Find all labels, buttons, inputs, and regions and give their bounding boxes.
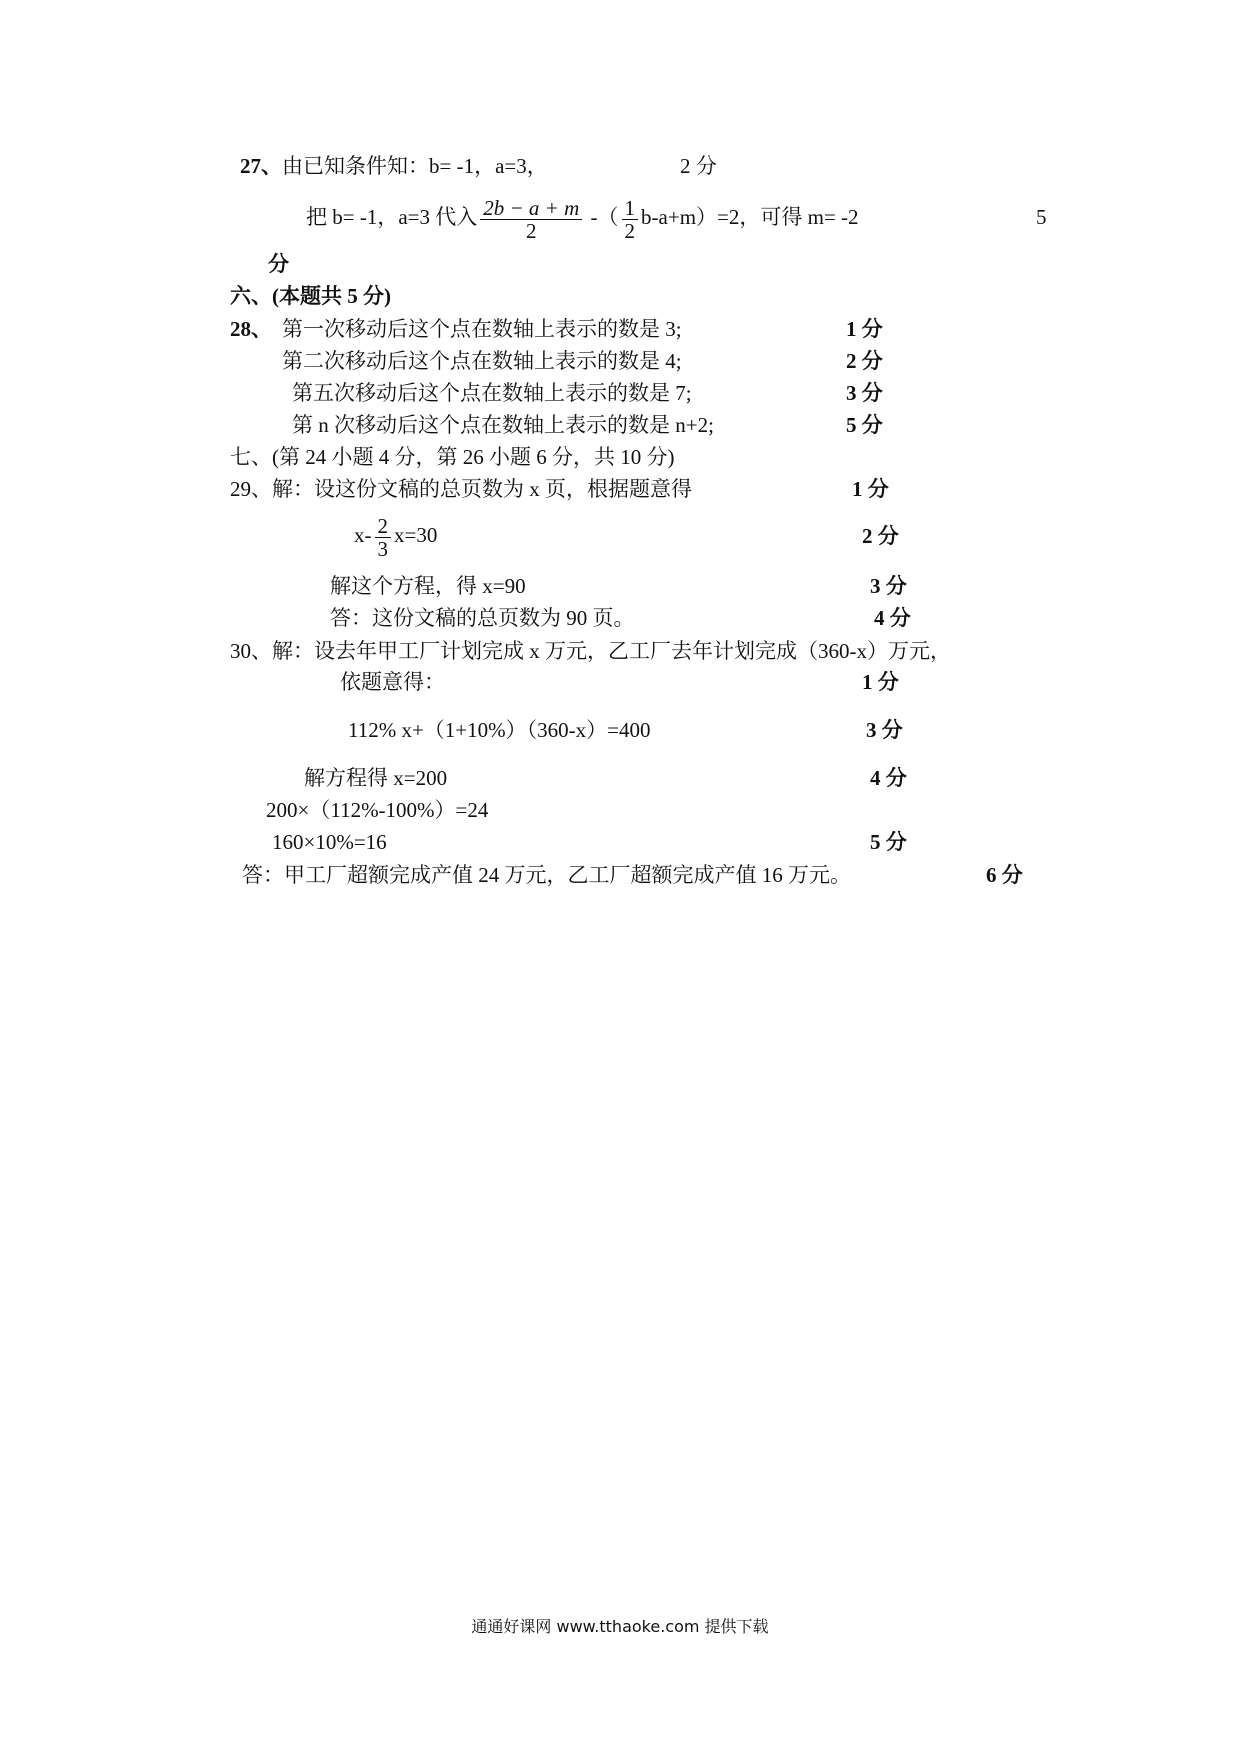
q30-score-1: 1 分 (862, 670, 899, 694)
q30-answer: 答：甲工厂超额完成产值 24 万元，乙工厂超额完成产值 16 万元。 (242, 863, 851, 887)
q28-line-1: 第一次移动后这个点在数轴上表示的数是 3; (282, 317, 682, 341)
q29-score-3: 3 分 (870, 574, 907, 598)
section-7-title: 七、(第 24 小题 4 分，第 26 小题 6 分，共 10 分) (230, 445, 675, 469)
q29-line1: 29、解：设这份文稿的总页数为 x 页，根据题意得 (230, 477, 692, 501)
q29-score-2: 2 分 (862, 524, 899, 548)
q27-line1-score (680, 152, 717, 180)
q30-solve: 解方程得 x=200 (304, 766, 448, 790)
q30-equation: 112% x+（1+10%）（360-x）=400 (348, 718, 651, 742)
q30-calc-1: 200×（112%-100%）=24 (266, 798, 489, 822)
q28-score-1: 1 分 (846, 317, 883, 341)
q30-calc-2: 160×10%=16 (272, 830, 387, 854)
q30-line1: 30、解：设去年甲工厂计划完成 x 万元，乙工厂去年计划完成（360-x）万元， (230, 639, 951, 663)
q27-frac2-numerator: 1 (622, 197, 639, 220)
q29-eq-pre: x- (354, 523, 372, 547)
q30-score-4: 4 分 (870, 766, 907, 790)
q29-solve: 解这个方程，得 x=90 (330, 574, 526, 598)
q29-fraction (375, 515, 392, 560)
q30-score-3: 3 分 (866, 718, 903, 742)
q27-line2-score-num (1036, 203, 1047, 231)
q27-separator: 、 (261, 154, 282, 178)
q28-line-3: 第五次移动后这个点在数轴上表示的数是 7; (292, 381, 692, 405)
q28-score-4: 5 分 (846, 413, 883, 437)
page-footer: 通通好课网 www.tthaoke.com 提供下载 (471, 1617, 769, 1636)
q27-minus-paren: -（ (585, 205, 619, 229)
q27-fraction-expression (480, 197, 582, 242)
q28-score-3: 3 分 (846, 381, 883, 405)
q27-frac1-numerator: 2b − a + m (480, 197, 582, 220)
q27-number: 27 (240, 154, 261, 178)
q27-frac2-denominator: 2 (624, 218, 636, 243)
q27-score-5-unit: 分 (268, 252, 289, 276)
q29-score-4: 4 分 (874, 606, 911, 630)
q28-separator: 、 (251, 317, 272, 341)
q29-frac-denominator: 3 (377, 536, 388, 561)
q28-line-4: 第 n 次移动后这个点在数轴上表示的数是 n+2; (292, 413, 714, 437)
q29-score-1: 1 分 (852, 477, 889, 501)
section-6-title: 六、(本题共 5 分) (230, 284, 391, 308)
q27-condition-text: 由已知条件知：b= -1，a=3， (282, 154, 548, 178)
q29-frac-numerator: 2 (375, 515, 392, 538)
q27-score-2: 2 分 (680, 154, 717, 178)
q29-answer: 答：这份文稿的总页数为 90 页。 (330, 606, 635, 630)
q28-score-2: 2 分 (846, 349, 883, 373)
q28-number: 28 (230, 317, 251, 341)
q27-result-text: b-a+m）=2，可得 m= -2 (641, 205, 859, 229)
q28-number-wrap (230, 315, 272, 343)
q30-score-5: 5 分 (870, 830, 907, 854)
q27-score-5-number: 5 (1036, 205, 1047, 229)
q27-fraction-half (622, 197, 639, 242)
q27-line1 (240, 152, 548, 180)
q27-line2-score-unit (268, 250, 289, 278)
q27-frac1-denominator: 2 (526, 218, 537, 243)
q30-score-6: 6 分 (986, 863, 1023, 887)
q27-substitute-text: 把 b= -1，a=3 代入 (306, 205, 478, 229)
q30-line2: 依题意得： (340, 670, 445, 694)
q29-eq-post: x=30 (394, 523, 438, 547)
q27-line2 (306, 193, 859, 242)
q28-line-2: 第二次移动后这个点在数轴上表示的数是 4; (282, 349, 682, 373)
q29-equation (354, 511, 437, 560)
